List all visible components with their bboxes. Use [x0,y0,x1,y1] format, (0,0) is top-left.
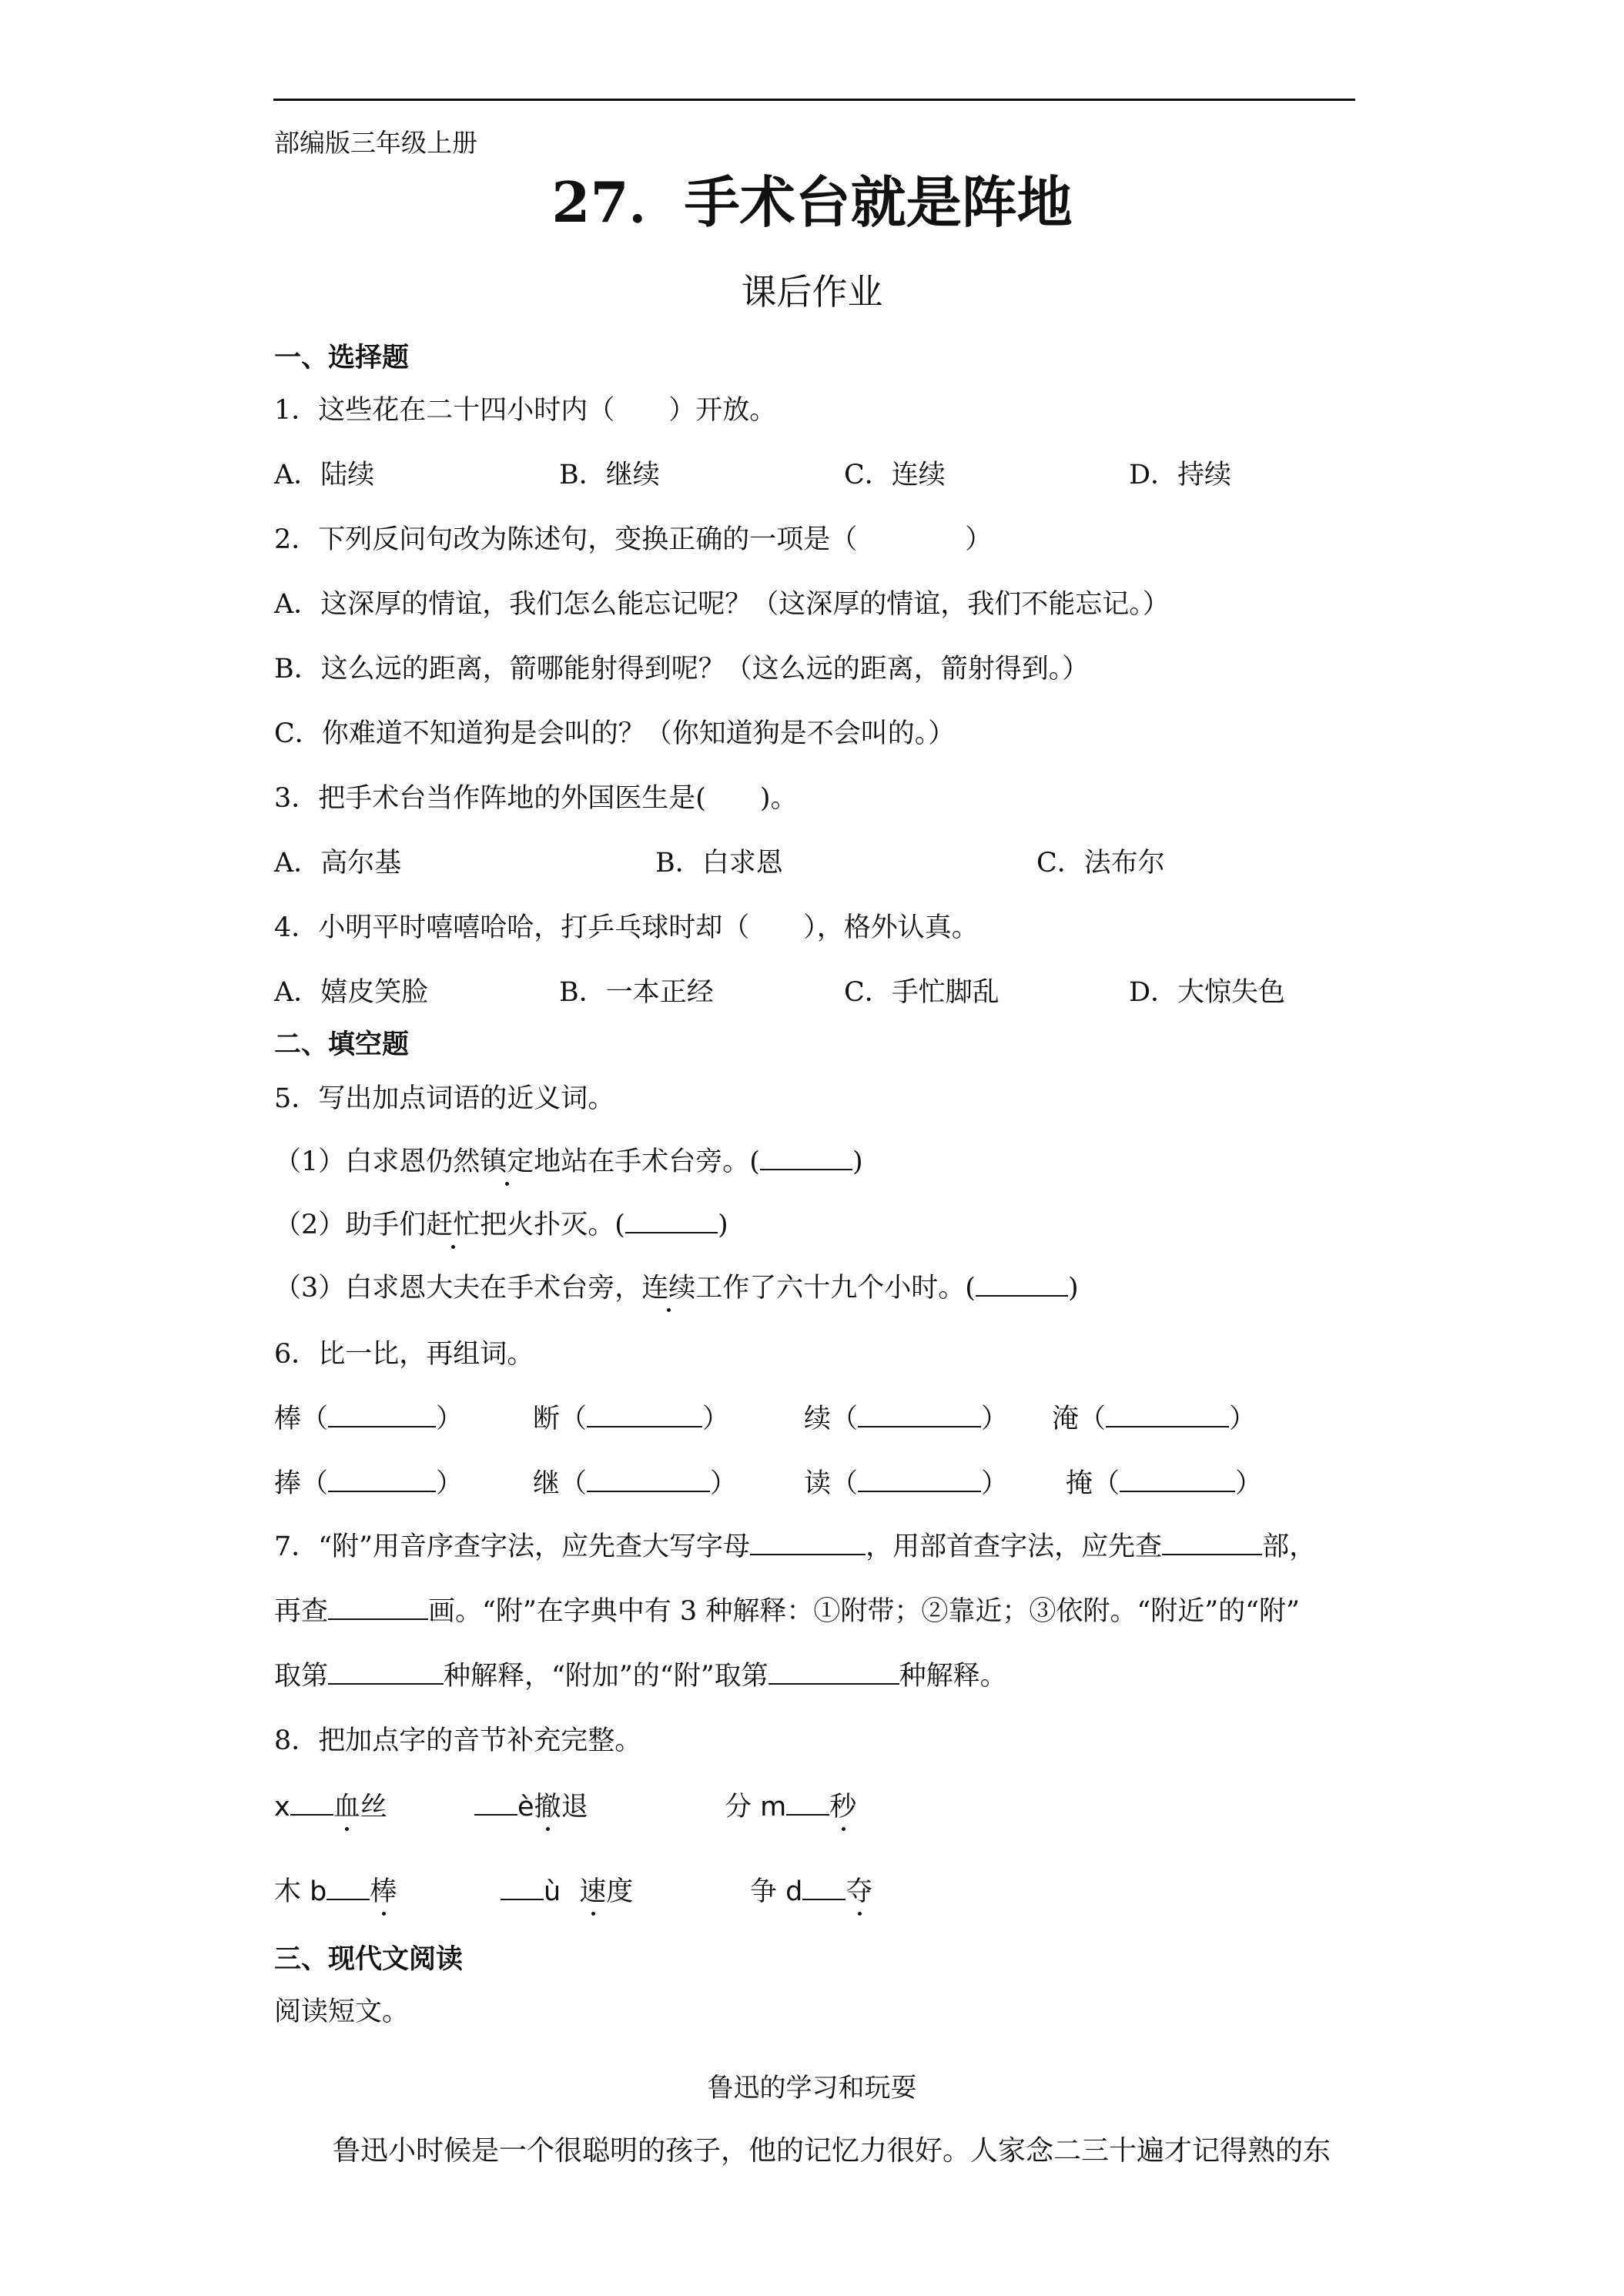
section-heading-fill: 二、填空题 [274,1029,410,1060]
q6-item: 继（ ） [533,1468,738,1499]
q6-blank[interactable] [1106,1403,1229,1427]
q1-stem: 1．这些花在二十四小时内（ ）开放。 [274,395,777,426]
q5-item-1-close: ) [852,1146,863,1177]
q6-blank[interactable] [858,1403,981,1427]
q7-blank-radical[interactable] [1162,1531,1262,1555]
q6-blank[interactable] [587,1468,710,1492]
q3-stem: 3．把手术台当作阵地的外国医生是( )。 [274,783,798,814]
q6-item: 淹（ ） [1052,1404,1257,1434]
q8-blank[interactable] [802,1876,845,1900]
q2-stem: 2．下列反问句改为陈述句，变换正确的一项是（ ） [274,524,993,555]
q6-blank[interactable] [328,1403,436,1427]
q3-option-b[interactable]: B．白求恩 [655,848,783,879]
q5-item-1-blank[interactable] [760,1146,852,1170]
q6-item: 读（ ） [804,1468,1009,1499]
passage-title: 鲁迅的学习和玩耍 [707,2073,917,2104]
q5-item-3-blank[interactable] [976,1272,1068,1297]
q7-blank-meaning-1[interactable] [328,1660,444,1685]
q5-item-3-prefix: （3）白求恩大夫在手术台旁， [274,1273,642,1304]
q3-option-a[interactable]: A．高尔基 [274,848,402,879]
q8-item: 争 d 夺 [750,1876,873,1907]
q6-item: 捧（ ） [274,1468,464,1499]
q6-item: 棒（ ） [274,1404,464,1434]
q7-blank-meaning-2[interactable] [768,1660,899,1685]
q6-blank[interactable] [328,1468,436,1492]
q6-blank[interactable] [587,1403,702,1427]
passage-paragraph: 鲁迅小时候是一个很聪明的孩子，他的记忆力很好。人家念二三十遍才记得熟的东 [333,2135,1331,2167]
q6-blank[interactable] [1120,1468,1235,1492]
q8-blank[interactable] [290,1791,333,1816]
q4-option-a[interactable]: A．嬉皮笑脸 [274,977,429,1008]
q2-option-a[interactable]: A．这深厚的情谊，我们怎么能忘记呢？（这深厚的情谊，我们不能忘记。） [274,589,1170,620]
q5-item-1-prefix: （1）白求恩仍然 [274,1146,481,1177]
q6-stem: 6．比一比，再组词。 [274,1339,534,1370]
q8-blank[interactable] [786,1791,829,1816]
q6-item: 掩（ ） [1066,1468,1263,1499]
q5-item-3-dotted-word: 连续 [641,1273,696,1304]
q4-option-c[interactable]: C．手忙脚乱 [844,977,1000,1008]
q8-blank[interactable] [474,1791,517,1816]
q8-stem: 8．把加点字的音节补充完整。 [274,1725,642,1756]
q5-item-3-suffix: 工作了六十九个小时。( [695,1273,976,1304]
q7-line-1: 7．“附”用音序查字法，应先查大写字母 ，用部首查字法，应先查 部， [274,1531,1317,1562]
q1-option-b[interactable]: B．继续 [559,460,660,490]
q2-option-c[interactable]: C．你难道不知道狗是会叫的？（你知道狗是不会叫的。） [274,718,956,749]
q5-item-3-close: ) [1067,1273,1079,1304]
reading-intro: 阅读短文。 [274,1996,410,2027]
q5-item-2-suffix: 把火扑灭。( [480,1210,625,1240]
section-heading-reading: 三、现代文阅读 [274,1944,464,1975]
header-rule [273,99,1355,101]
q8-item: 分 m 秒 [725,1792,857,1822]
q5-item-3 [274,1272,1079,1304]
section-heading-choice: 一、选择题 [274,343,410,373]
q7-line-2: 再查 画。“附”在字典中有 3 种解释：①附带；②靠近；③依附。“附近”的“附” [274,1596,1300,1627]
q8-item: 木 b 棒 [274,1876,397,1907]
q8-item: ù 速度 [501,1876,633,1908]
q4-stem: 4．小明平时嘻嘻哈哈，打乒乓球时却（ ），格外认真。 [274,912,979,943]
q7-blank-letter[interactable] [750,1531,866,1555]
q5-item-2-dotted-word: 赶忙 [426,1210,481,1240]
q5-item-1-suffix: 地站在手术台旁。( [534,1146,760,1177]
grade-label: 部编版三年级上册 [274,128,477,158]
q7-blank-strokes[interactable] [328,1595,428,1620]
q8-item: x 血丝 [274,1792,387,1822]
q6-blank[interactable] [858,1468,981,1492]
q8-item: è撤退 [474,1791,588,1823]
page-subtitle: 课后作业 [741,271,883,313]
q6-item: 续（ ） [804,1404,1009,1434]
q8-blank[interactable] [326,1876,370,1900]
q3-option-c[interactable]: C．法布尔 [1036,848,1165,879]
q6-item: 断（ ） [533,1404,730,1434]
q1-option-d[interactable]: D．持续 [1129,460,1232,490]
q2-option-b[interactable]: B．这么远的距离，箭哪能射得到呢？（这么远的距离，箭射得到。） [274,654,1090,684]
q5-item-2-blank[interactable] [625,1209,718,1233]
page-title: 27．手术台就是阵地 [551,169,1073,235]
q5-stem: 5．写出加点词语的近义词。 [274,1083,615,1114]
q8-blank[interactable] [501,1876,544,1900]
q1-option-a[interactable]: A．陆续 [274,460,375,490]
q5-item-1-dotted-word: 镇定 [480,1146,534,1177]
q4-option-b[interactable]: B．一本正经 [559,977,714,1008]
q5-item-2-prefix: （2）助手们 [274,1210,427,1240]
q7-line-3: 取第 种解释，“附加”的“附”取第 种解释。 [274,1661,1007,1692]
q5-item-2-close: ) [717,1210,728,1240]
q1-option-c[interactable]: C．连续 [844,460,946,490]
q5-item-1 [274,1146,863,1178]
q4-option-d[interactable]: D．大惊失色 [1129,977,1286,1008]
q5-item-2 [274,1209,728,1241]
